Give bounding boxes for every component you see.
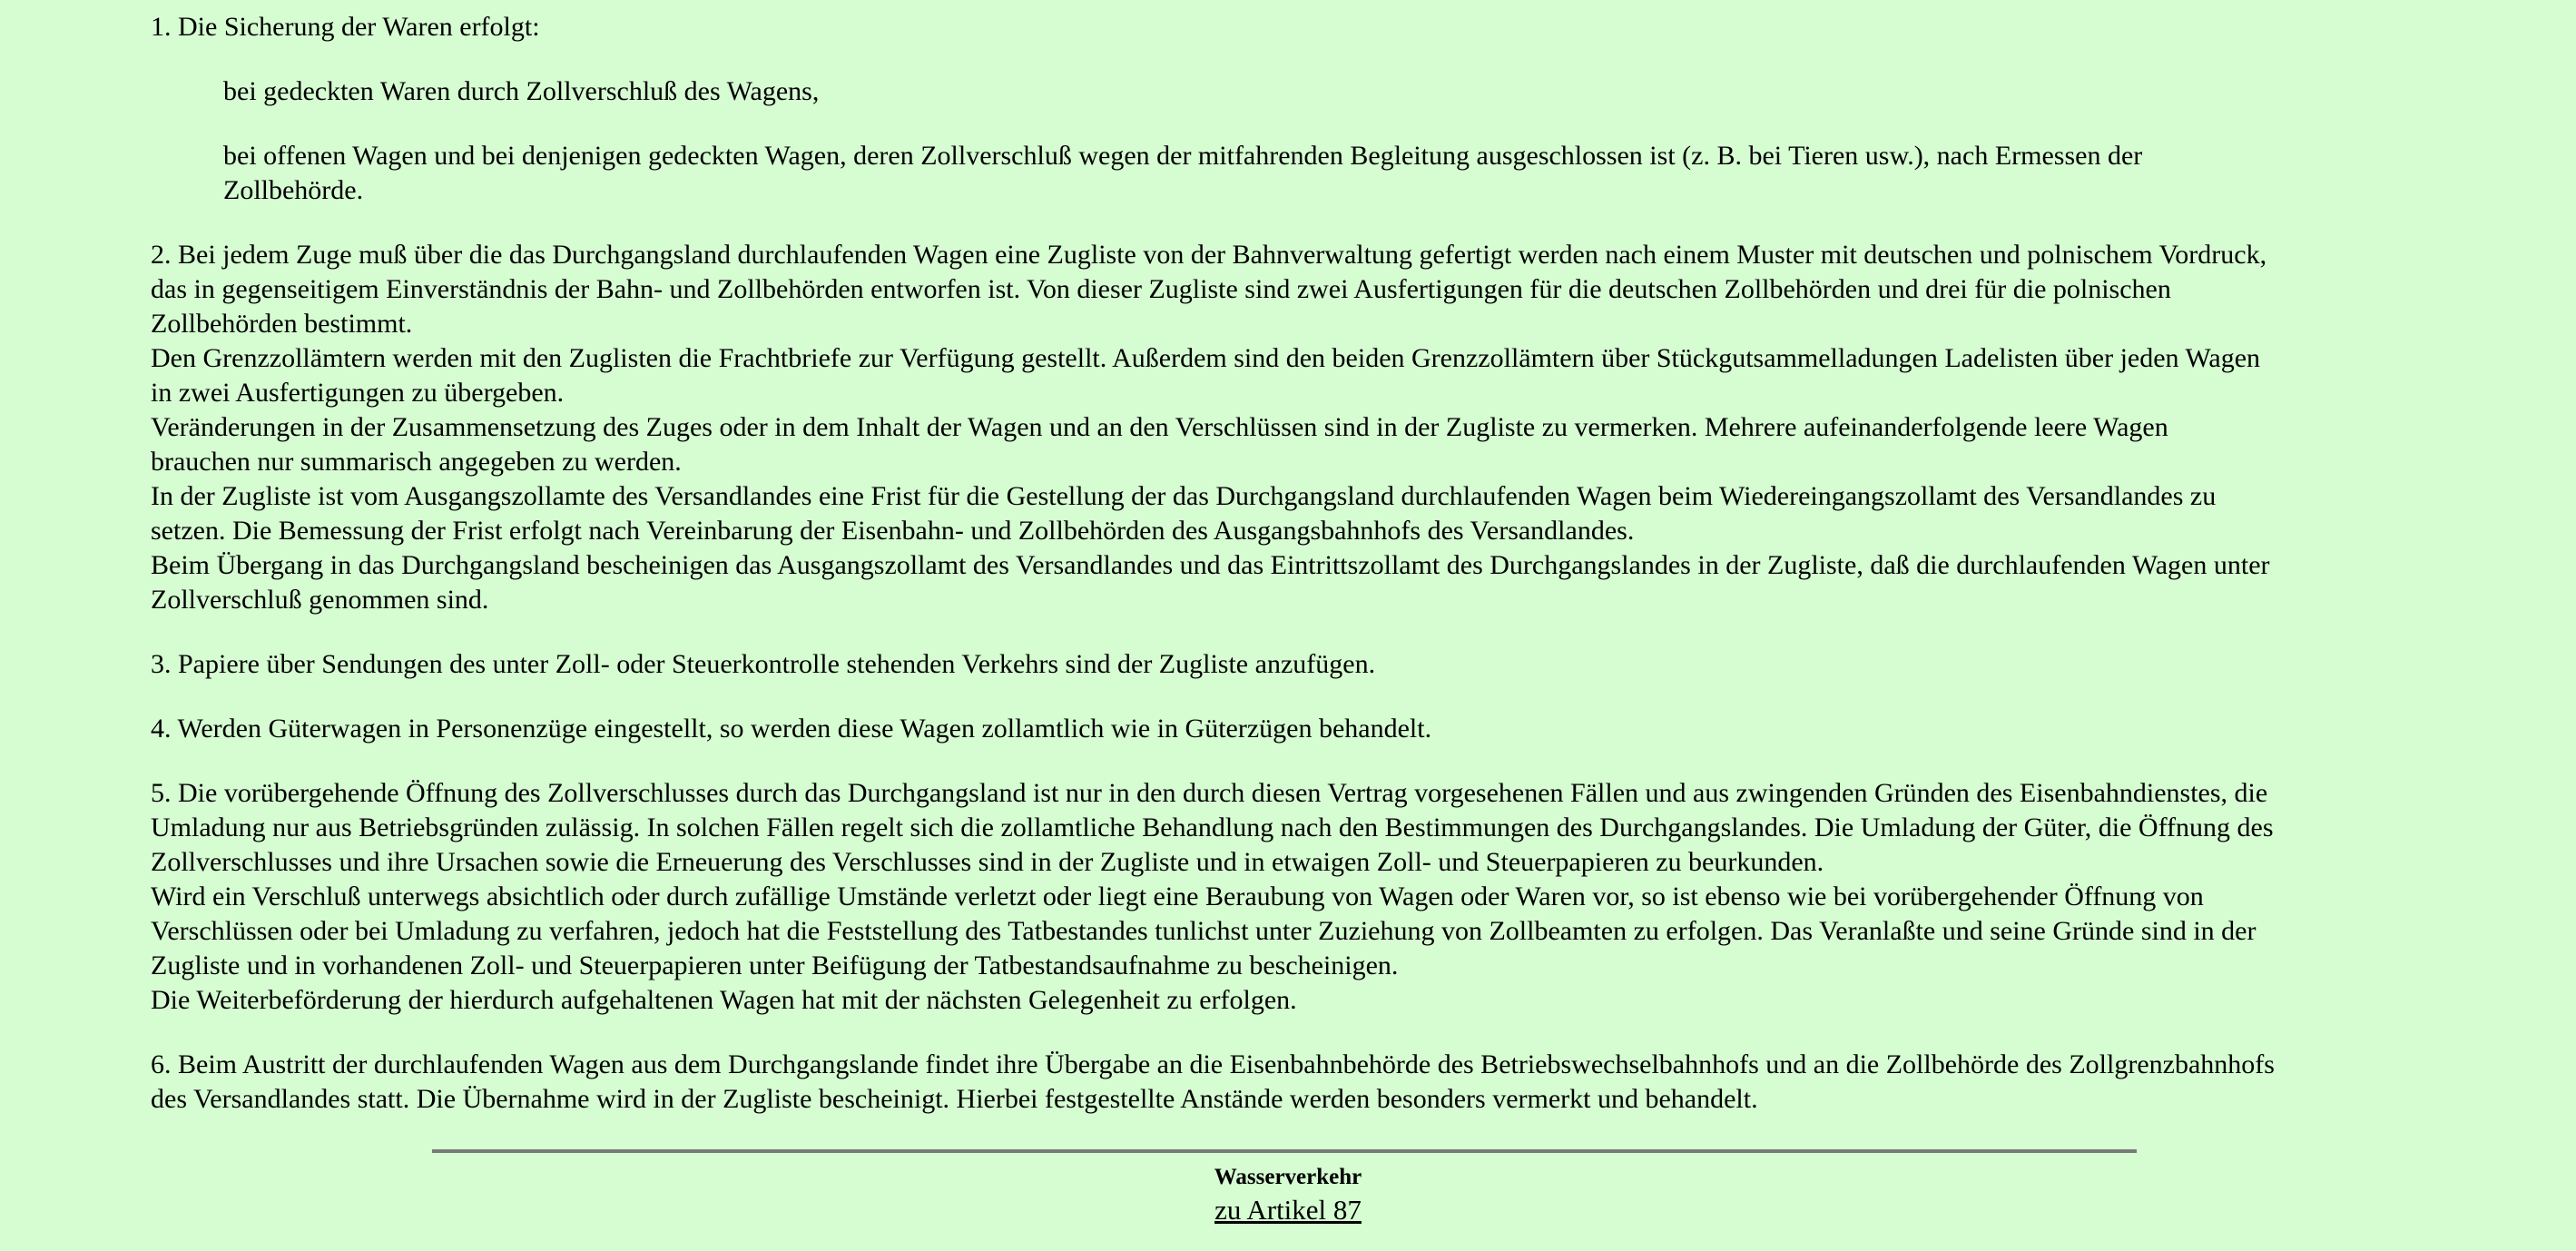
section-1-item-covered-wagons xyxy=(151,74,2429,109)
section-3 xyxy=(151,647,2429,682)
text-line: Zollverschluß genommen sind. xyxy=(151,585,489,615)
text-line: Die Weiterbeförderung der hierdurch aufgehaltenen Wagen hat mit der nächsten Gelegenheit zu erfolgen. xyxy=(151,985,1297,1015)
text-line: Veränderungen in der Zusammensetzung des Zuges oder in dem Inhalt der Wagen und an den Verschlüssen sind in der Zugliste zu vermerken. Mehrere aufeinanderfolgende leere Wagen xyxy=(151,412,2168,442)
text-line: brauchen nur summarisch angegeben zu werden. xyxy=(151,447,682,477)
text-line: Zugliste und in vorhandenen Zoll- und Steuerpapieren unter Beifügung der Tatbestandsaufnahme zu bescheinigen. xyxy=(151,951,1399,980)
section-1-item-open-wagons xyxy=(151,139,2429,208)
text-line: Umladung nur aus Betriebsgründen zulässig. In solchen Fällen regelt sich die zollamtliche Behandlung nach den Bestimmungen des Durchgangslandes. Die Umladung der Güter, die Öffnung des xyxy=(151,813,2274,842)
text-line: Zollbehörde. xyxy=(223,175,364,205)
text-line: Zollbehörden bestimmt. xyxy=(151,309,413,339)
document-body xyxy=(151,10,2429,1117)
text-line: in zwei Ausfertigungen zu übergeben. xyxy=(151,378,565,408)
section-5 xyxy=(151,776,2429,1018)
footer-heading: Wasserverkehr xyxy=(1214,1165,1362,1189)
text-line: Zollverschlusses und ihre Ursachen sowie die Erneuerung des Verschlusses sind in der Zugliste und in etwaigen Zoll- und Steuerpapieren zu beurkunden. xyxy=(151,847,1824,877)
text-line: 5. Die vorübergehende Öffnung des Zollverschlusses durch das Durchgangsland ist nur in den durch diesen Vertrag vorgesehenen Fällen und aus zwingenden Gründen des Eisenbahndienstes, die xyxy=(151,778,2268,808)
text-line: 6. Beim Austritt der durchlaufenden Wagen aus dem Durchgangslande findet ihre Übergabe an die Eisenbahnbehörde des Betriebswechselbahnhofs und an die Zollbehörde des Zollgrenzbahnhofs xyxy=(151,1049,2275,1079)
text-line: bei gedeckten Waren durch Zollverschluß des Wagens, xyxy=(223,76,820,106)
footer-divider xyxy=(432,1149,2137,1153)
text-line: Wird ein Verschluß unterwegs absichtlich oder durch zufällige Umstände verletzt oder liegt eine Beraubung von Wagen oder Waren vor, so ist ebenso wie bei vorübergehender Öffnung von xyxy=(151,882,2204,911)
text-line: 2. Bei jedem Zuge muß über die das Durchgangsland durchlaufenden Wagen eine Zugliste von der Bahnverwaltung gefertigt werden nach einem Muster mit deutschen und polnischem Vordruck, xyxy=(151,240,2267,270)
section-6 xyxy=(151,1048,2429,1117)
text-line: Verschlüssen oder bei Umladung zu verfahren, jedoch hat die Feststellung des Tatbestandes tunlichst unter Zuziehung von Zollbeamten zu erfolgen. Das Veranlaßte und seine Gründe sind in der xyxy=(151,916,2256,946)
text-line: Beim Übergang in das Durchgangsland bescheinigen das Ausgangszollamt des Versandlandes und das Eintrittszollamt des Durchgangslandes in der Zugliste, daß die durchlaufenden Wagen unter xyxy=(151,550,2270,580)
text-line: 1. Die Sicherung der Waren erfolgt: xyxy=(151,12,540,42)
text-line: bei offenen Wagen und bei denjenigen gedeckten Wagen, deren Zollverschluß wegen der mitfahrenden Begleitung ausgeschlossen ist (z. B. bei Tieren usw.), nach Ermessen der xyxy=(223,141,2143,171)
text-line: 4. Werden Güterwagen in Personenzüge eingestellt, so werden diese Wagen zollamtlich wie in Güterzügen behandelt. xyxy=(151,714,1432,744)
text-line: setzen. Die Bemessung der Frist erfolgt nach Vereinbarung der Eisenbahn- und Zollbehörden des Ausgangsbahnhofs des Versandlandes. xyxy=(151,516,1635,546)
section-1-intro xyxy=(151,10,2429,44)
section-2 xyxy=(151,238,2429,617)
article-87-link[interactable]: zu Artikel 87 xyxy=(1214,1194,1362,1226)
footer-navigation xyxy=(0,1162,2576,1228)
text-line: das in gegenseitigem Einverständnis der Bahn- und Zollbehörden entworfen ist. Von dieser Zugliste sind zwei Ausfertigungen für die deutschen Zollbehörden und drei für die polnischen xyxy=(151,274,2171,304)
text-line: des Versandlandes statt. Die Übernahme wird in der Zugliste bescheinigt. Hierbei festgestellte Anstände werden besonders vermerkt und behandelt. xyxy=(151,1084,1758,1114)
text-line: Den Grenzzollämtern werden mit den Zuglisten die Frachtbriefe zur Verfügung gestellt. Außerdem sind den beiden Grenzzollämtern über Stückgutsammelladungen Ladelisten über jeden Wagen xyxy=(151,343,2261,373)
text-line: 3. Papiere über Sendungen des unter Zoll- oder Steuerkontrolle stehenden Verkehrs sind der Zugliste anzufügen. xyxy=(151,649,1376,679)
section-4 xyxy=(151,712,2429,746)
text-line: In der Zugliste ist vom Ausgangszollamte des Versandlandes eine Frist für die Gestellung der das Durchgangsland durchlaufenden Wagen beim Wiedereingangszollamt des Versandlandes zu xyxy=(151,481,2217,511)
